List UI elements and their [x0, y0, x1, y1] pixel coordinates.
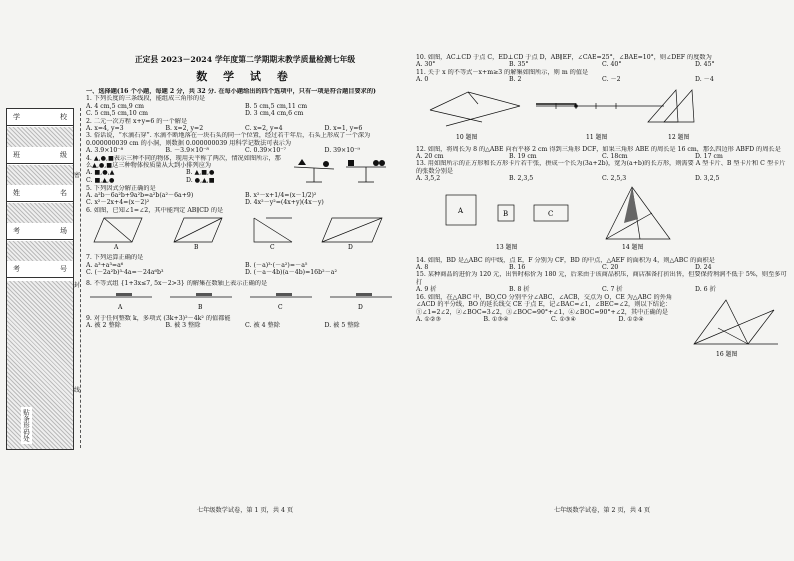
q4-block — [86, 155, 404, 185]
figure-label: 12 题图 — [668, 133, 690, 141]
option: B. 35° — [509, 61, 529, 69]
option: D. ●,▲,■ — [186, 176, 215, 184]
option: B. －3.9×10⁻⁸ — [165, 147, 209, 155]
option: D. ①②④ — [618, 315, 644, 323]
option: A. a²b－6a²b+9a²b=a²b(a²－6a+9) — [86, 192, 194, 200]
option: B. ▲,■,● — [186, 169, 215, 177]
hatch-band — [7, 241, 73, 261]
option: A. ①②③ — [416, 315, 442, 323]
page-footer: 七年级数学试卷，第 2 页，共 4 页 — [553, 507, 651, 514]
option: B. 2,3,5 — [509, 175, 534, 183]
option: D. 3,2,5 — [695, 175, 720, 183]
figure-label: 10 题图 — [456, 133, 478, 141]
q16-figure — [686, 294, 786, 358]
figure-label: A — [114, 244, 119, 251]
option: C. 5 cm,5 cm,10 cm — [86, 110, 149, 118]
option: B. x²－x+1/4=(x－1/2)² — [245, 192, 317, 200]
option: A. 9 折 — [416, 286, 437, 294]
option: D. 4x²－y²=(4x+y)(4x－y) — [245, 199, 324, 207]
page-footer: 七年级数学试卷，第 1 页，共 4 页 — [196, 507, 294, 514]
option: C. ■,▲,● — [86, 176, 115, 184]
figure-label: 14 题图 — [622, 243, 644, 251]
q1-options — [86, 103, 404, 118]
option: C. 2,5,3 — [602, 175, 627, 183]
figures-13-14 — [416, 183, 788, 253]
question-16: 16. 如图，在△ABC 中，BO,CO 分别平分∠ABC，∠ACB，交点为 O，CE 为△ABC 的外角∠ACD 的平分线，BO 的延长线交 CE 于点 E，记∠BAC=∠1，∠BEC=∠2，则以下结论：①∠1=2∠2，②∠BOC=3∠2，③∠BOC=90°+∠1，④∠BOC=90°+∠2，其中正确的是 — [416, 293, 673, 316]
q13-options — [416, 175, 788, 182]
option: A. 0 — [416, 76, 429, 84]
figure-label: C — [270, 244, 275, 251]
question-1: 1. 下列长度的三条线段，能组成三角形的是 — [86, 95, 206, 103]
option: C. 被 4 整除 — [245, 322, 280, 330]
question-6: 6. 如图，已知∠1=∠2，其中能判定 AB∥CD 的是 — [86, 206, 224, 214]
q2-options — [86, 125, 404, 132]
card-label: A — [458, 206, 464, 215]
card-label: C — [548, 209, 554, 218]
option: A. x=4, y=3 — [86, 125, 124, 133]
option: A. 20 cm — [416, 153, 444, 161]
option: A. a³+a³=a⁶ — [86, 261, 124, 269]
option: D. (－a－4b)(a－4b)=16b²－a² — [245, 269, 337, 277]
question-14: 14. 如图，BD 是△ABC 的中线，点 E，F 分别为 CF，BD 的中点，△AEF 的面积为 4，则△ABC 的面积是 — [416, 256, 715, 264]
option: D. 17 cm — [695, 153, 723, 161]
hatch-band — [7, 203, 73, 223]
q4-options — [86, 169, 286, 184]
option: C. x²－2x+4=(x－2)² — [86, 199, 150, 207]
q7-options — [86, 262, 404, 277]
card-label: B — [503, 209, 509, 218]
exam-title: 数 学 试 卷 — [196, 70, 294, 83]
option: A. 30° — [416, 61, 436, 69]
figure-label: 13 题图 — [496, 243, 518, 251]
option: A. 8 — [416, 264, 429, 272]
option: A. 3,5,2 — [416, 175, 441, 183]
figure-label: 16 题图 — [716, 350, 738, 358]
option: C. 7 折 — [602, 286, 623, 294]
q5-options — [86, 192, 404, 207]
seal-char: 封 — [74, 282, 81, 289]
hatch-band — [7, 281, 73, 449]
option: C. 18cm — [602, 153, 628, 161]
school-field: 学 校 — [7, 109, 73, 126]
option: B. x=2, y=2 — [165, 125, 204, 133]
option: C. (－2a²b)³·4a=－24a⁶b³ — [86, 269, 164, 277]
question-10: 10. 如图，AC⊥CD 于点 C，ED⊥CD 于点 D，AB∥EF，∠CAE=25°，∠BAE=10°，则∠DEF 的度数为 — [416, 54, 712, 61]
figure-label: B — [198, 303, 203, 311]
question-7: 7. 下列运算正确的是 — [86, 254, 144, 262]
figure-label: C — [278, 303, 283, 311]
q6-figures — [86, 214, 404, 250]
q16-block — [416, 294, 788, 358]
name-field: 姓 名 — [7, 185, 73, 202]
q3-options — [86, 147, 404, 154]
q9-options — [86, 322, 404, 329]
figure-label: D — [358, 303, 363, 311]
option: A. 被 2 整除 — [86, 322, 121, 330]
option: D. －4 — [695, 76, 714, 84]
seal-line — [80, 108, 81, 448]
balance-scale-figure — [286, 155, 396, 185]
figures-10-12 — [416, 84, 788, 142]
option: B. 19 cm — [509, 153, 537, 161]
option: B. ①③④ — [483, 315, 509, 323]
q12-options — [416, 153, 788, 160]
option: D. 6 折 — [695, 286, 716, 294]
option: D. 39×10⁻⁹ — [324, 147, 360, 155]
question-3: 3. 俗话说，“水滴石穿”. 水滴不断地落在一块石头的同一个位置，经过若干年后，石头上形成了一个深为 0.000000039 cm 的小洞，则数据 0.000000039 用科学记数法可表示为 — [86, 132, 371, 147]
section-heading: 一、选择题(16 个小题，每题 2 分，共 32 分. 在每小题给出的四个选项中，只有一项是符合题目要求的) — [86, 88, 376, 95]
exam-room-field: 考 场 — [7, 223, 73, 240]
option: B. 16 — [509, 264, 526, 272]
question-12: 12. 如图，将周长为 8 的△ABE 向右平移 2 cm 得到三角形 DCF，如果三角形 ABE 的周长是 16 cm，那么四边形 ABFD 的周长是 — [416, 145, 781, 153]
exam-number-field: 考 号 — [7, 261, 73, 278]
binding-strip — [6, 108, 74, 450]
figure-label: 11 题图 — [586, 133, 608, 141]
option: B. 8 折 — [509, 286, 530, 294]
class-field: 班 级 — [7, 147, 73, 164]
q11-options — [416, 76, 788, 83]
option: D. 24 — [695, 264, 712, 272]
option: B. (－a)³·(－a²)=－a⁵ — [245, 261, 308, 269]
option: A. 3.9×10⁻⁸ — [86, 147, 124, 155]
option: D. 45° — [695, 61, 715, 69]
figure-label: A — [118, 303, 123, 311]
question-4: 4. ▲,●,■表示三种不同的物体，现用天平称了两次，情况如图所示，那么▲,●,■这三种物体按质量从大到小排列应为 — [86, 154, 281, 170]
option: B. 2 — [509, 76, 522, 84]
page-2 — [416, 40, 788, 514]
option: C. 0.39×10⁻⁷ — [245, 147, 287, 155]
option: C. x=2, y=4 — [245, 125, 283, 133]
option: A. ■,●,▲ — [86, 169, 115, 177]
question-5: 5. 下列因式分解正确的是 — [86, 184, 156, 192]
barcode-label: 贴条形码处 — [22, 409, 30, 442]
question-13: 13. 用如图所示的正方形和长方形卡片若干张，拼成一个长为(3a+2b)，宽为(a+b)的长方形，则需要 A 型卡片、B 型卡片和 C 型卡片的张数分别是 — [416, 160, 786, 175]
option: D. 3 cm,4 cm,6 cm — [245, 110, 304, 118]
option: C. 40° — [602, 61, 622, 69]
question-15: 15. 某种商品的进价为 120 元，出售时标价为 180 元，后来由于该商品积压，商店准备打折出售，但要保持利润不低于 5%，则至多可打 — [416, 271, 787, 286]
question-11: 11. 关于 x 的不等式－x+m≥3 的解集如图所示，则 m 的值是 — [416, 68, 589, 76]
option: D. 被 5 整除 — [324, 322, 360, 330]
option: A. 4 cm,5 cm,9 cm — [86, 102, 145, 110]
option: D. x=1, y=6 — [324, 125, 363, 133]
q8-number-lines — [86, 287, 404, 311]
option: B. 5 cm,5 cm,11 cm — [245, 102, 308, 110]
exam-header: 正定县 2023－2024 学年度第二学期期末教学质量检测七年级 — [134, 55, 356, 64]
hatch-band — [7, 165, 73, 185]
question-9: 9. 对于任何整数 k，多项式 (3k+3)²－4k² 的值都能 — [86, 314, 231, 322]
page-1 — [86, 40, 404, 514]
option: B. 被 3 整除 — [165, 322, 201, 330]
q10-options — [416, 61, 788, 68]
seal-char: 线 — [74, 387, 81, 394]
figure-label: B — [194, 244, 199, 251]
question-2: 2. 二元一次方程 x+y=6 的一个解是 — [86, 117, 188, 125]
option: C. －2 — [602, 76, 621, 84]
q15-options — [416, 286, 788, 293]
option: C. 20 — [602, 264, 619, 272]
q14-options — [416, 264, 788, 271]
figure-label: D — [348, 244, 353, 251]
option: C. ①③④ — [551, 315, 577, 323]
question-8: 8. 不等式组 {1+3x≤7, 5x－2>3} 的解集在数轴上表示正确的是 — [86, 279, 268, 287]
hatch-band — [7, 127, 73, 147]
seal-char: 密 — [74, 172, 81, 179]
q16-options — [416, 316, 686, 323]
